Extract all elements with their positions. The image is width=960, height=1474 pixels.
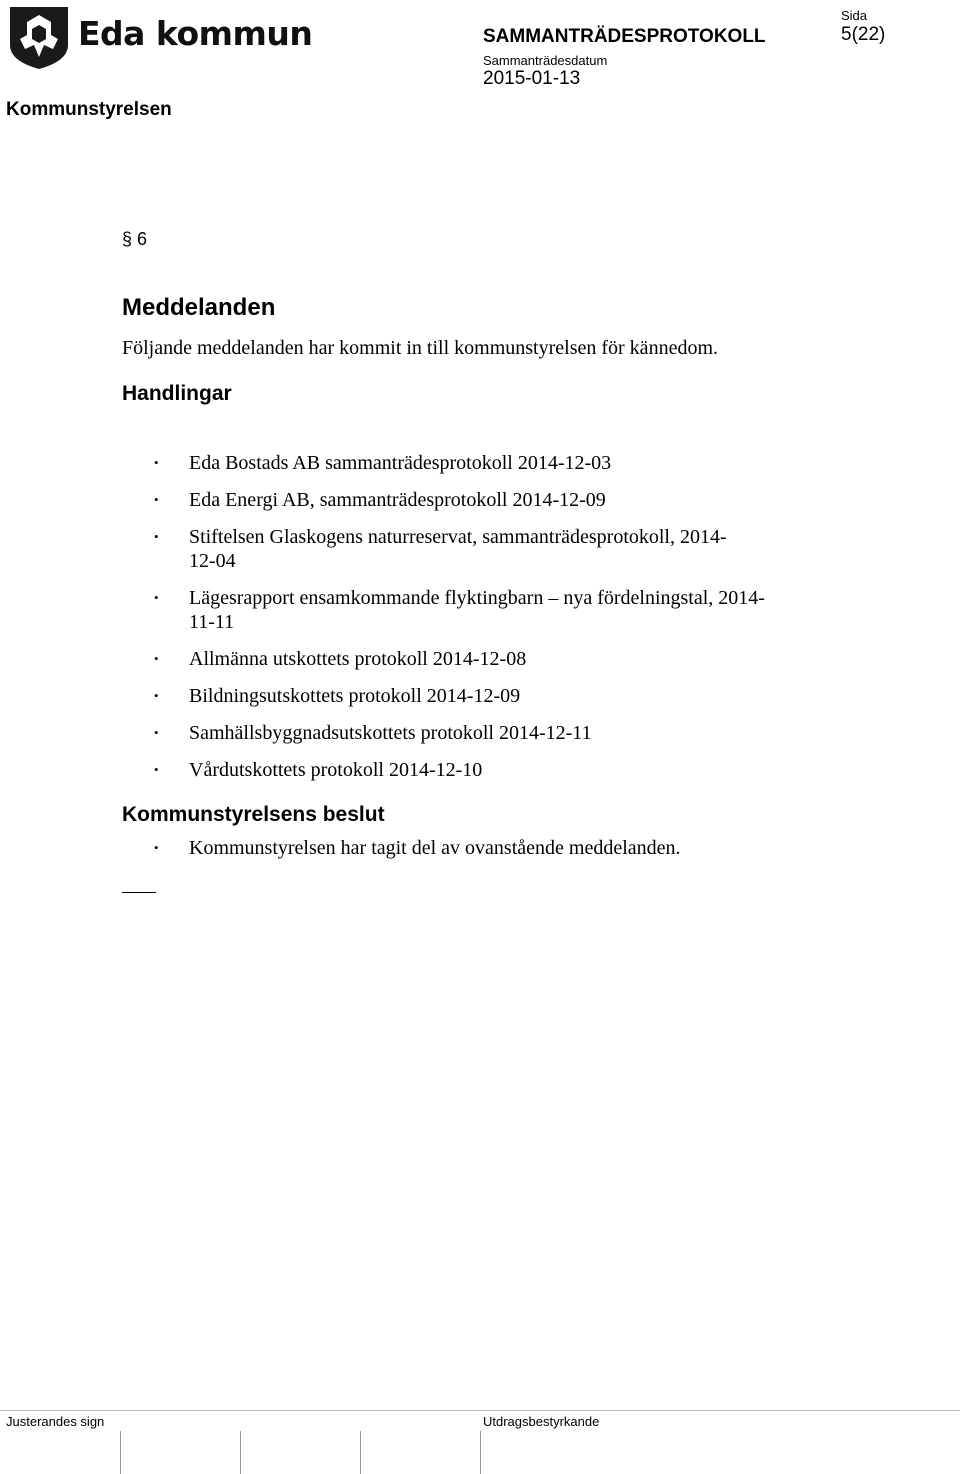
page-label: Sida — [841, 8, 868, 23]
signature-box-divider — [480, 1431, 481, 1474]
bullet-icon: • — [154, 651, 159, 666]
bullet-icon: • — [154, 529, 159, 544]
list-item — [150, 684, 810, 708]
document-item: Eda Bostads AB sammanträdesprotokoll 2014-12-03 — [189, 452, 612, 474]
page-number: 5(22) — [841, 24, 886, 45]
meeting-date: 2015-01-13 — [483, 68, 581, 89]
bullet-icon: • — [154, 840, 159, 855]
decision-item: Kommunstyrelsen har tagit del av ovanstående meddelanden. — [189, 837, 681, 859]
document-item: Bildningsutskottets protokoll 2014-12-09 — [189, 685, 521, 707]
list-item — [150, 836, 810, 860]
decision-list — [150, 836, 810, 860]
decision-heading: Kommunstyrelsens beslut — [122, 803, 385, 826]
bullet-icon: • — [154, 725, 159, 740]
coat-of-arms-icon — [6, 5, 72, 71]
document-item: Vårdutskottets protokoll 2014-12-10 — [189, 759, 483, 781]
meeting-date-label: Sammanträdesdatum — [483, 53, 608, 68]
section-intro: Följande meddelanden har kommit in till kommunstyrelsen för kännedom. — [122, 337, 718, 359]
list-item — [150, 721, 810, 745]
section-end-divider — [122, 892, 156, 893]
document-item: Eda Energi AB, sammanträdesprotokoll 2014-12-09 — [189, 489, 606, 511]
documents-heading: Handlingar — [122, 382, 232, 405]
justifier-signature-label: Justerandes sign — [6, 1414, 105, 1429]
document-item: Stiftelsen Glaskogens naturreservat, sammanträdesprotokoll, 2014-12-04 — [189, 526, 727, 572]
signature-box-divider — [360, 1431, 361, 1474]
logo-wordmark: Eda kommun — [78, 14, 313, 53]
list-item — [150, 586, 789, 634]
list-item — [150, 525, 749, 573]
section-title: Meddelanden — [122, 294, 276, 321]
document-item: Allmänna utskottets protokoll 2014-12-08 — [189, 648, 527, 670]
organization-name: Kommunstyrelsen — [6, 99, 172, 120]
document-type: SAMMANTRÄDESPROTOKOLL — [483, 26, 766, 47]
bullet-icon: • — [154, 688, 159, 703]
footer-divider — [0, 1410, 960, 1411]
excerpt-certification-label: Utdragsbestyrkande — [483, 1414, 600, 1429]
section-sign: § — [122, 229, 133, 249]
list-item — [150, 488, 810, 512]
documents-list — [150, 451, 810, 795]
signature-box-divider — [240, 1431, 241, 1474]
bullet-icon: • — [154, 492, 159, 507]
list-item — [150, 647, 810, 671]
bullet-icon: • — [154, 590, 159, 605]
paragraph-value: 6 — [137, 229, 148, 249]
list-item — [150, 451, 810, 475]
document-item: Lägesrapport ensamkommande flyktingbarn – nya fördelningstal, 2014-11-11 — [189, 587, 765, 633]
document-item: Samhällsbyggnadsutskottets protokoll 2014-12-11 — [189, 722, 592, 744]
signature-box-divider — [120, 1431, 121, 1474]
bullet-icon: • — [154, 455, 159, 470]
paragraph-number — [122, 229, 147, 250]
list-item — [150, 758, 810, 782]
bullet-icon: • — [154, 762, 159, 777]
